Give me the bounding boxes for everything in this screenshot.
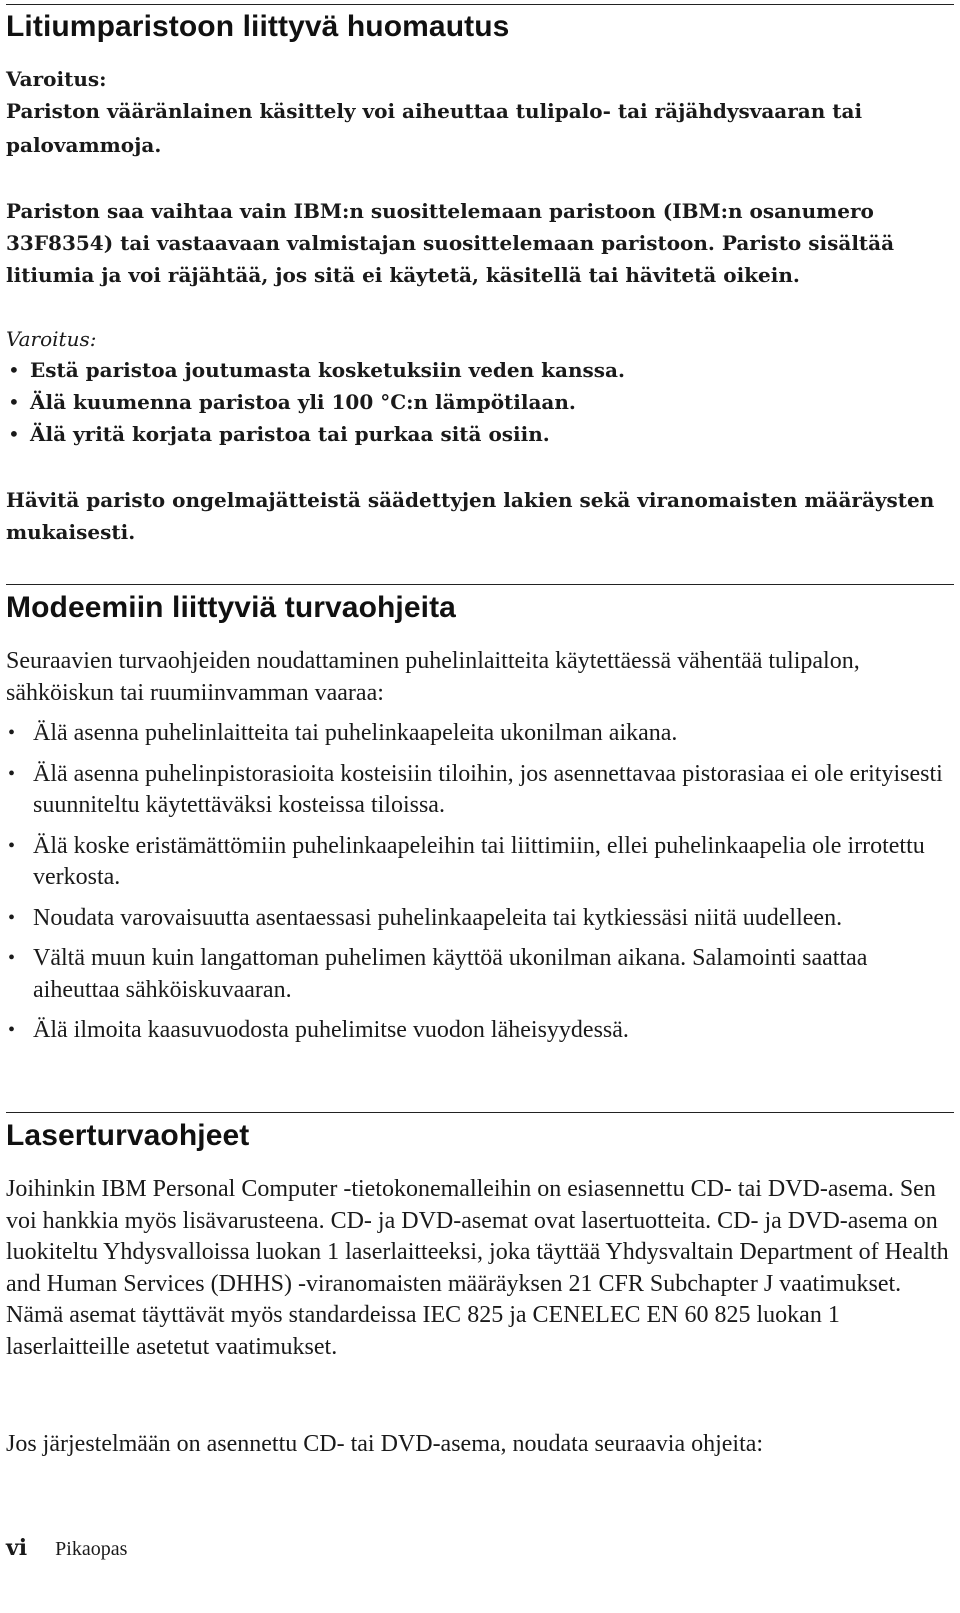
list-item: • Älä asenna puhelinlaitteita tai puhelinkaapeleita ukonilman aikana.: [6, 718, 954, 750]
caution-text: Pariston vääränlainen käsittely voi aiheuttaa tulipalo- tai räjähdysvaaran tai palovammoja.: [6, 99, 863, 157]
battery-caution-list: [6, 324, 954, 450]
caution-label: Varoitus:: [6, 67, 107, 91]
document-title: Pikaopas: [55, 1538, 128, 1560]
section-rule: [6, 1112, 954, 1113]
laser-instructions-block: [6, 1429, 954, 1461]
page-number: vi: [6, 1535, 28, 1561]
list-item: • Älä yritä korjata paristoa tai purkaa sitä osiin.: [6, 418, 954, 450]
laser-heading: Laserturvaohjeet: [6, 1119, 250, 1152]
caution-label-italic: Varoitus:: [6, 327, 97, 351]
battery-replace-paragraph: [6, 195, 954, 291]
dispose-text: Hävitä paristo ongelmajätteistä säädettyjen lakien sekä viranomaisten määräysten mukaisesti.: [6, 488, 935, 544]
battery-dispose-paragraph: [6, 484, 954, 548]
modem-safety-list-block: [6, 718, 954, 1056]
modem-safety-list: [6, 718, 954, 1047]
modem-heading: Modeemiin liittyviä turvaohjeita: [6, 591, 456, 624]
section-rule: [6, 584, 954, 585]
battery-caution: [6, 64, 954, 162]
page-footer: [6, 1535, 127, 1561]
battery-warning-list: [6, 354, 954, 450]
list-item: • Älä koske eristämättömiin puhelinkaapeleihin tai liittimiin, ellei puhelinkaapelia ole irrotettu verkosta.: [6, 831, 954, 894]
battery-heading: Litiumparistoon liittyvä huomautus: [6, 10, 510, 43]
section-rule: [6, 4, 954, 5]
list-item: • Estä paristoa joutumasta kosketuksiin veden kanssa.: [6, 354, 954, 386]
modem-intro-paragraph: [6, 646, 954, 709]
list-item: • Noudata varovaisuutta asentaessasi puhelinkaapeleita tai kytkiessäsi niitä uudelleen.: [6, 903, 954, 935]
laser-instructions-intro: Jos järjestelmään on asennettu CD- tai DVD-asema, noudata seuraavia ohjeita:: [6, 1431, 764, 1457]
replace-text: Pariston saa vaihtaa vain IBM:n suosittelemaan paristoon (IBM:n osanumero 33F8354) tai vastaavaan valmistajan suosittelemaan paristoon. Paristo sisältää litiumia ja voi räjähtää, jos sitä ei käytetä, käsitellä tai hävitetä oikein.: [6, 199, 895, 287]
laser-paragraph-block: [6, 1174, 954, 1363]
list-item: • Älä asenna puhelinpistorasioita kosteisiin tiloihin, jos asennettavaa pistorasiaa ei ole erityisesti suunniteltu käytettäväksi kosteissa tiloissa.: [6, 759, 954, 822]
list-item: • Älä kuumenna paristoa yli 100 °C:n lämpötilaan.: [6, 386, 954, 418]
list-item: • Vältä muun kuin langattoman puhelimen käyttöä ukonilman aikana. Salamointi saattaa aiheuttaa sähköiskuvaaran.: [6, 943, 954, 1006]
laser-paragraph: Joihinkin IBM Personal Computer -tietokonemalleihin on esiasennettu CD- tai DVD-asema. Sen voi hankkia myös lisävarusteena. CD- ja DVD-asemat ovat lasertuotteita. CD- ja DVD-asema on luokiteltu Yhdysvalloissa luokan 1 laserlaitteeksi, joka täyttää Yhdysvaltain Department of Health and Human Services (DHHS) -viranomaisten määräyksen 21 CFR Subchapter J vaatimukset. Nämä asemat täyttävät myös standardeissa IEC 825 ja CENELEC EN 60 825 luokan 1 laserlaitteille asetetut vaatimukset.: [6, 1176, 949, 1360]
list-item: • Älä ilmoita kaasuvuodosta puhelimitse vuodon läheisyydessä.: [6, 1015, 954, 1047]
modem-intro: Seuraavien turvaohjeiden noudattaminen puhelinlaitteita käytettäessä vähentää tulipalon, sähköiskun tai ruumiinvamman vaaraa:: [6, 648, 860, 706]
